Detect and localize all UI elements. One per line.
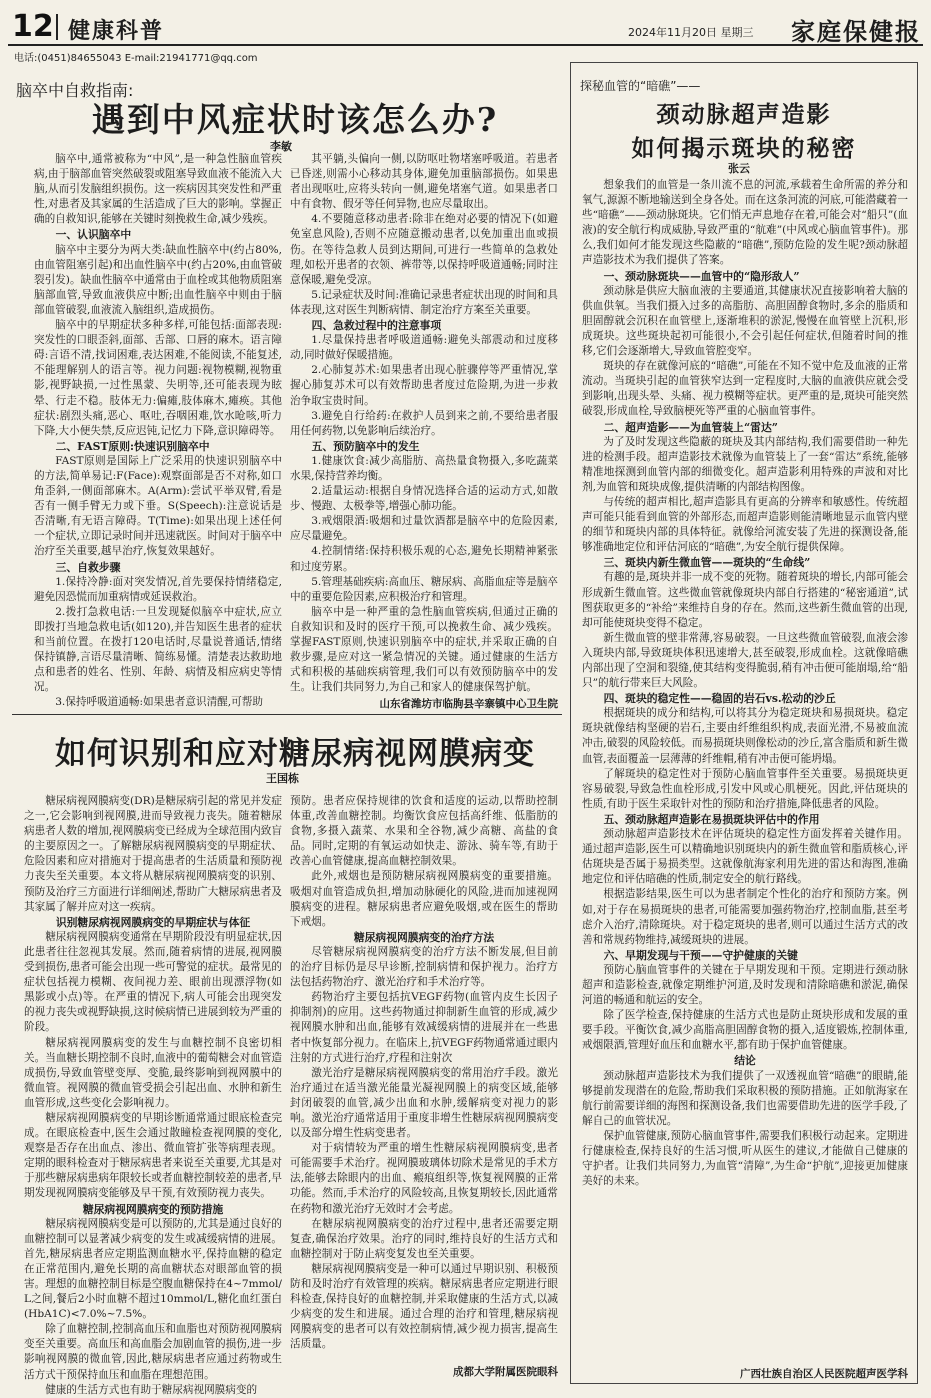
issue-date: 2024年11月20日 — [628, 26, 717, 39]
paragraph: 根据造影结果,医生可以为患者制定个性化的治疗和预防方案。例如,对于存在易损斑块的患者,可能需要加强药物治疗,控制血脂,甚至考虑介入治疗,清除斑块。对于稳定斑块的患者,则可以通过生活方式的改善和常规药物维持,减缓斑块的进展。 — [582, 888, 908, 946]
paragraph: 2.适量运动:根据自身情况选择合适的运动方式,如散步、慢跑、太极拳等,增强心肺功能。 — [290, 485, 558, 513]
paragraph: 2.拨打急救电话:一旦发现疑似脑卒中症状,应立即拨打当地急救电话(如120),并告知医生患者的症状和当前位置。在拨打120电话时,尽量说普通话,情绪保持镇静,言语尽量清晰、简练易懂。清楚表达救助地点和患者的姓名、性别、年龄、病情及相应病史等情况。 — [34, 605, 282, 694]
masthead — [8, 6, 923, 46]
article3-source: 成都大学附属医院眼科 — [453, 1366, 558, 1378]
section-heading: 糖尿病视网膜病变的预防措施 — [82, 1202, 224, 1216]
paragraph: 3.避免自行给药:在救护人员到来之前,不要给患者服用任何药物,以免影响后续治疗。 — [290, 409, 558, 437]
paragraph: 4.不要随意移动患者:除非在绝对必要的情况下(如避免室息风险),否则不应随意搬动患者,以免加重出血或损伤。在等待急救人员到达期间,可进行一些简单的急救处理,如松开患者的衣领、裤带等,以保持呼吸道通畅;同时注意保暖,避免受凉。 — [290, 213, 558, 286]
section-heading: 三、斑块内新生微血管——斑块的“生命线” — [603, 556, 811, 570]
paragraph: 预防心脑血管事件的关键在于早期发现和干预。定期进行颈动脉超声和造影检查,就像定期维护河道,及时发现和清除暗礁和淤泥,确保河道的畅通和航运的安全。 — [582, 963, 908, 1007]
paragraph: 为了及时发现这些隐蔽的斑块及其内部结构,我们需要借助一种先进的检测手段。超声造影技术就像为血管装上了一套“雷达”系统,能够精准地探测到血管内部的细微变化。超声造影利用特殊的声波和对比剂,为血管和斑块成像,提供清晰的内部结构图像。 — [582, 435, 908, 493]
article-divider — [12, 714, 562, 715]
paragraph: 糖尿病视网膜病变(DR)是糖尿病引起的常见并发症之一,它会影响到视网膜,进而导致视力丧失。随着糖尿病患者人数的增加,视网膜病变已经成为全球范围内致盲的主要原因之一。了解糖尿病视网膜病变的早期症状、危险因素和应对措施对于提高患者的生活质量和预防视力丧失至关重要。本文将从糖尿病视网膜病变的识别、预防及治疗三方面进行详细阐述,帮助广大糖尿病患者及其家属了解并应对这一疾病。 — [24, 795, 282, 913]
paragraph: 5.记录症状及时间:准确记录患者症状出现的时间和具体表现,这对医生判断病情、制定治疗方案至关重要。 — [290, 288, 558, 316]
paragraph: 3.保持呼吸道通畅:如果患者意识清醒,可帮助 — [55, 696, 263, 709]
paragraph: 糖尿病视网膜病变通常在早期阶段没有明显症状,因此患者往往忽视其发展。然而,随着病情的进展,视网膜受到损伤,患者可能会出现一些可警觉的症状。最常见的症状包括视力模糊、夜间视力差、眼前出现漂浮物(如黑影或小点)等。在严重的情况下,病人可能会出现突发的视力丧失或视野缺损,这时候病情已进展到较为严重的阶段。 — [24, 930, 282, 1034]
article2-title-line1: 颈动脉超声造影 — [656, 101, 832, 128]
paragraph: 脑卒中的早期症状多种多样,可能包括:面部表现:突发性的口眼歪斜,面部、舌部、口唇的麻木。语言障碍:言语不清,找词困难,表达困难,不能阅读,不能复述,不能理解别人的语言等。视力问题:视物模糊,视物重影,视野缺损,一过性黑蒙、失明等,还可能表现为眩晕、行走不稳。肢体无力:偏瘫,肢体麻木,瘫痪。其他症状:剧烈头痛,恶心、呕吐,吞咽困难,饮水呛咳,听力下降,大小便失禁,反应迟钝,记忆力下降,意识障碍等。 — [34, 319, 282, 437]
section-heading: 三、自救步骤 — [55, 560, 121, 574]
paragraph: 在糖尿病视网膜病变的治疗过程中,患者还需要定期复查,确保治疗效果。治疗的同时,维持良好的生活方式和血糖控制对于防止病变复发也至关重要。 — [290, 1217, 558, 1260]
paragraph: 激光治疗是糖尿病视网膜病变的常用治疗手段。激光治疗通过在适当激光能量光凝视网膜上的病变区域,能够封闭破裂的血管,减少出血和水肿,缓解病变对视力的影响。激光治疗通常适用于重度非增生性糖尿病视网膜病变以及部分增生性病变患者。 — [290, 1066, 558, 1140]
article3-author: 王国栋 — [266, 772, 299, 785]
paragraph: 脑卒中主要分为两大类:缺血性脑卒中(约占80%,由血管阻塞引起)和出血性脑卒中(约占20%,由血管破裂引发)。缺血性脑卒中通常由于血栓或其他物质阻塞脑部血管,导致血液供应中断;出血性脑卒中则由于脑部血管破裂,血液流入脑组织,造成损伤。 — [34, 243, 282, 316]
paragraph: 颈动脉超声造影技术在评估斑块的稳定性方面发挥着关键作用。通过超声造影,医生可以精确地识别斑块内的新生微血管和脂质核心,评估斑块是否属于易损类型。这就像航海家利用先进的雷达和海图,准确地定位和评估暗礁的性质,制定安全的航行路线。 — [582, 828, 908, 886]
paragraph: 3.戒烟限酒:吸烟和过量饮酒都是脑卒中的危险因素,应尽量避免。 — [290, 515, 558, 543]
article1-column-1 — [34, 152, 282, 712]
paragraph: 糖尿病视网膜病变是可以预防的,尤其是通过良好的血糖控制可以显著减少病变的发生或减缓病情的进展。首先,糖尿病患者应定期监测血糖水平,保持血糖的稳定在正常范围内,避免长期的高血糖状态对眼部血管的损害。理想的血糖控制目标是空腹血糖保持在4~7mmol/L之间,餐后2小时血糖不超过10mmol/L,糖化血红蛋白(HbA1C)<7.0%~7.5%。 — [24, 1217, 282, 1321]
dateline — [628, 24, 754, 40]
section-heading: 五、预防脑卒中的发生 — [311, 439, 420, 453]
paragraph: 糖尿病视网膜病变是一种可以通过早期识别、积极预防和及时治疗有效管理的疾病。糖尿病患者应定期进行眼科检查,保持良好的血糖控制,并采取健康的生活方式,以减少病变的发生和进展。通过合理的治疗和管理,糖尿病视网膜病变的患者可以有效控制病情,减少视力损害,提高生活质量。 — [290, 1262, 558, 1351]
paragraph: 4.控制情绪:保持积极乐观的心态,避免长期精神紧张和过度劳累。 — [290, 545, 558, 573]
article3-column-1 — [24, 794, 282, 1396]
section-title: 健康科普 — [68, 18, 165, 44]
article1-title: 遇到中风症状时该怎么办? — [91, 100, 499, 139]
paragraph: 颈动脉超声造影技术为我们提供了一双透视血管“暗礁”的眼睛,能够提前发现潜在的危险,帮助我们采取积极的预防措施。正如航海家在航行前需要详细的海图和探测设备,我们也需要借助先进的医学手段,了解自己的血管状况。 — [582, 1069, 908, 1127]
paragraph: 新生微血管的壁非常薄,容易破裂。一旦这些微血管破裂,血液会渗入斑块内部,导致斑块体积迅速增大,甚至破裂,形成血栓。这就像暗礁内部出现了空洞和裂缝,使其结构变得脆弱,稍有冲击便可能崩塌,给“船只”的航行带来巨大风险。 — [582, 631, 908, 690]
paragraph: 预防。患者应保持规律的饮食和适度的运动,以帮助控制体重,改善血糖控制。均衡饮食应包括高纤维、低脂肪的食物,多摄入蔬菜、水果和全谷物,减少高糖、高盐的食品。同时,定期的有氧运动如快走、游泳、骑车等,有助于改善心血管健康,提高血糖控制效果。 — [290, 795, 558, 868]
article2-kicker: 探秘血管的“暗礁”—— — [580, 79, 701, 93]
section-heading: 结论 — [734, 1054, 756, 1068]
newspaper-name: 家庭保健报 — [791, 17, 921, 46]
article1-source: 山东省潍坊市临朐县辛寨镇中心卫生院 — [379, 698, 558, 710]
paragraph: 斑块的存在就像河底的“暗礁”,可能在不知不觉中危及血液的正常流动。当斑块引起的血管狭窄达到一定程度时,大脑的血液供应就会受到影响,出现头晕、头痛、视力模糊等症状。更严重的是,斑块可能突然破裂,形成血栓,导致脑梗死等严重的心脑血管事件。 — [582, 360, 908, 418]
section-heading: 一、认识脑卒中 — [55, 228, 132, 242]
article2-author: 张云 — [728, 162, 750, 175]
section-heading: 四、斑块的稳定性——稳固的岩石vs.松动的沙丘 — [603, 692, 836, 706]
section-heading: 二、FAST原则:快速识别脑卒中 — [55, 439, 210, 453]
paragraph: 想象我们的血管是一条川流不息的河流,承载着生命所需的养分和氧气,源源不断地输送到全身各处。而在这条河流的河底,可能潜藏着一些“暗礁”——颈动脉斑块。它们悄无声息地存在着,可能会对“船只”(血液)的安全航行构成威胁,导致严重的“航难”(中风或心脑血管事件)。那么,我们如何才能发现这些隐蔽的“暗礁”,预防危险的发生呢?颈动脉超声造影技术为我们提供了答案。 — [582, 179, 908, 267]
article1-author: 李敏 — [270, 140, 292, 153]
article3-column-2 — [290, 794, 558, 1366]
paragraph: 脑卒中,通常被称为“中风”,是一种急性脑血管疾病,由于脑部血管突然破裂或阻塞导致血液不能流入大脑,从而引发脑组织损伤。这一疾病因其突发性和严重性,对患者及其家属的生活造成了巨大的影响。掌握正确的自救知识,能够在关键时刻挽救生命,减少残疾。 — [34, 153, 282, 226]
article1-column-2 — [290, 152, 558, 700]
article1-kicker: 脑卒中自救指南: — [16, 81, 134, 100]
article2-source: 广西壮族自治区人民医院超声医学科 — [740, 1368, 908, 1380]
paragraph: 保护血管健康,预防心脑血管事件,需要我们积极行动起来。定期进行健康检查,保持良好的生活习惯,听从医生的建议,才能做自己健康的守护者。让我们共同努力,为血管“清障”,为生命“护航”,迎接更加健康美好的未来。 — [582, 1129, 908, 1188]
paragraph: 脑卒中是一种严重的急性脑血管疾病,但通过正确的自救知识和及时的医疗干预,可以挽救生命、减少残疾。掌握FAST原则,快速识别脑卒中的症状,并采取正确的自救步骤,是应对这一紧急情况的关键。通过健康的生活方式和积极的基础疾病管理,我们可以有效预防脑卒中的发生。让我们共同努力,为自己和家人的健康保驾护航。 — [290, 605, 558, 694]
paragraph: 药物治疗主要包括抗VEGF药物(血管内皮生长因子抑制剂)的应用。这些药物通过抑制新生血管的形成,减少视网膜水肿和出血,能够有效减缓病情的进展并在一些患者中恢复部分视力。在临床上,抗VEGF药物通常通过眼内注射的方式进行治疗,疗程和注射次 — [290, 991, 558, 1064]
paragraph: 2.心肺复苏术:如果患者出现心脏骤停等严重情况,掌握心肺复苏术可以有效帮助患者度过危险期,为进一步救治争取宝贵时间。 — [290, 364, 558, 407]
section-heading: 一、颈动脉斑块——血管中的“隐形敌人” — [603, 269, 800, 283]
contact-line: 电话:(0451)84655043 E-mail:21941771@qq.com — [14, 53, 258, 64]
article2-body — [582, 178, 908, 1364]
paragraph: 颈动脉是供应大脑血液的主要通道,其健康状况直接影响着大脑的供血供氧。当我们摄入过多的高脂肪、高胆固醇食物时,多余的脂质和胆固醇就会沉积在血管壁上,逐渐堆积的淤泥,慢慢在血管壁上沉积,形成斑块。这些斑块起初可能很小,不会引起任何症状,但随着时间的推移,它们会逐渐增大,导致血管腔变窄。 — [582, 284, 908, 358]
article2-title-line2: 如何揭示斑块的秘密 — [631, 135, 857, 162]
section-heading: 六、早期发现与干预——守护健康的关键 — [603, 948, 798, 962]
paragraph: 1.健康饮食:减少高脂肪、高热量食物摄入,多吃蔬菜水果,保持营养均衡。 — [290, 454, 558, 482]
paragraph: 对于病情较为严重的增生性糖尿病视网膜病变,患者可能需要手术治疗。视网膜玻璃体切除术是常见的手术方法,能够去除眼内的出血、瘢痕组织等,恢复视网膜的正常功能。然而,手术治疗的风险较高,且恢复期较长,因此通常在药物和激光治疗无效时才会考虑。 — [290, 1142, 558, 1215]
section-heading: 识别糖尿病视网膜病变的早期症状与体征 — [55, 915, 251, 929]
paragraph: 糖尿病视网膜病变的发生与血糖控制不良密切相关。当血糖长期控制不良时,血液中的葡萄糖会对血管造成损伤,导致血管壁变厚、变脆,最终影响到视网膜中的微血管。视网膜的微血管受损会引起出血、水肿和新生血管形成,这些变化会影响视力。 — [24, 1036, 282, 1109]
section-heading: 糖尿病视网膜病变的治疗方法 — [353, 930, 495, 944]
paragraph: 根据斑块的成分和结构,可以将其分为稳定斑块和易损斑块。稳定斑块就像结构坚硬的岩石,主要由纤维组织构成,表面光滑,不易被血流冲击,破裂的风险较低。而易损斑块则像松动的沙丘,富含脂质和新生微血管,表面覆盖一层薄薄的纤维帽,稍有冲击便可能坍塌。 — [582, 707, 908, 765]
paragraph: 与传统的超声相比,超声造影具有更高的分辨率和敏感性。传统超声可能只能看到血管的外部形态,而超声造影则能清晰地显示血管内壁的细节和斑块内部的具体特征。就像给河流安装了先进的探测设备,能够准确地定位和评估河底的“暗礁”,为安全航行提供保障。 — [582, 495, 908, 554]
page-number: 12 — [12, 9, 54, 44]
section-heading: 四、急救过程中的注意事项 — [311, 319, 442, 333]
paragraph: 5.管理基础疾病:高血压、糖尿病、高脂血症等是脑卒中的重要危险因素,应积极治疗和管理。 — [290, 575, 558, 603]
paragraph: 了解斑块的稳定性对于预防心脑血管事件至关重要。易损斑块更容易破裂,导致急性血栓形成,引发中风或心肌梗死。因此,评估斑块的性质,有助于医生采取针对性的预防和治疗措施,降低患者的风险。 — [582, 767, 908, 810]
article3-title: 如何识别和应对糖尿病视网膜病变 — [55, 736, 535, 772]
paragraph: 糖尿病视网膜病变的早期诊断通常通过眼底检查完成。在眼底检查中,医生会通过散瞳检查视网膜的变化,观察是否存在出血点、渗出、微血管扩张等病理表现。定期的眼科检查对于糖尿病患者来说至关重要,尤其是对于那些糖尿病患病年限较长或者血糖控制较差的患者,早期发现视网膜病变能够及早干预,有效预防视力丧失。 — [24, 1111, 282, 1200]
paragraph: 有趣的是,斑块并非一成不变的死物。随着斑块的增长,内部可能会形成新生微血管。这些微血管就像斑块内部自行搭建的“秘密通道”,试图获取更多的“补给”来维持自身的存在。然而,这些新生微血管的出现,却可能使斑块变得不稳定。 — [582, 571, 908, 629]
paragraph: 1.保持冷静:面对突发情况,首先要保持情绪稳定,避免因恐慌而加重病情或延误救治。 — [34, 575, 282, 603]
paragraph: 除了血糖控制,控制高血压和血脂也对预防视网膜病变至关重要。高血压和高血脂会加剧血管的损伤,进一步影响视网膜的微血管,因此,糖尿病患者应通过药物或生活方式干预保持血压和血脂在理想范围。 — [24, 1323, 282, 1381]
section-heading: 五、颈动脉超声造影在易损斑块评估中的作用 — [603, 812, 820, 826]
issue-weekday: 星期三 — [720, 26, 754, 39]
section-heading: 二、超声造影——为血管装上“雷达” — [603, 420, 778, 434]
paragraph: 健康的生活方式也有助于糖尿病视网膜病变的 — [45, 1383, 258, 1396]
paragraph: FAST原则是国际上广泛采用的快速识别脑卒中的方法,简单易记:F(Face):观察面部是否不对称,如口角歪斜,一侧面部麻木。A(Arm):尝试平举双臂,看是否有一侧手臂无力或下垂。S(Speech):注意说话是否清晰,有无语言障碍。T(Time):如果出现上述任何一个症状,立即记录时间并迅速就医。时间对于脑卒中治疗至关重要,越早治疗,恢复效果越好。 — [34, 454, 282, 558]
paragraph: 此外,戒烟也是预防糖尿病视网膜病变的重要措施。吸烟对血管造成负担,增加动脉硬化的风险,进而加速视网膜病变的进程。糖尿病患者应避免吸烟,或在医生的帮助下戒烟。 — [290, 870, 558, 928]
paragraph: 尽管糖尿病视网膜病变的治疗方法不断发展,但目前的治疗目标仍是尽早诊断,控制病情和保护视力。治疗方法包括药物治疗、激光治疗和手术治疗等。 — [290, 945, 558, 989]
paragraph: 1.尽量保持患者呼吸道通畅:避免头部震动和过度移动,同时做好保暖措施。 — [290, 334, 558, 362]
masthead-divider — [56, 14, 58, 40]
paragraph: 其平躺,头偏向一侧,以防呕吐物堵塞呼吸道。若患者已昏迷,则需小心移动其身体,避免加重脑部损伤。如果患者出现呕吐,应将头转向一侧,避免堵塞气道。如果患者口中有食物、假牙等任何异物,也应尽量取出。 — [290, 153, 558, 211]
paragraph: 除了医学检查,保持健康的生活方式也是防止斑块形成和发展的重要手段。平衡饮食,减少高脂高胆固醇食物的摄入,适度锻炼,控制体重,戒烟限酒,管理好血压和血糖水平,都有助于保护血管健康。 — [582, 1009, 908, 1052]
